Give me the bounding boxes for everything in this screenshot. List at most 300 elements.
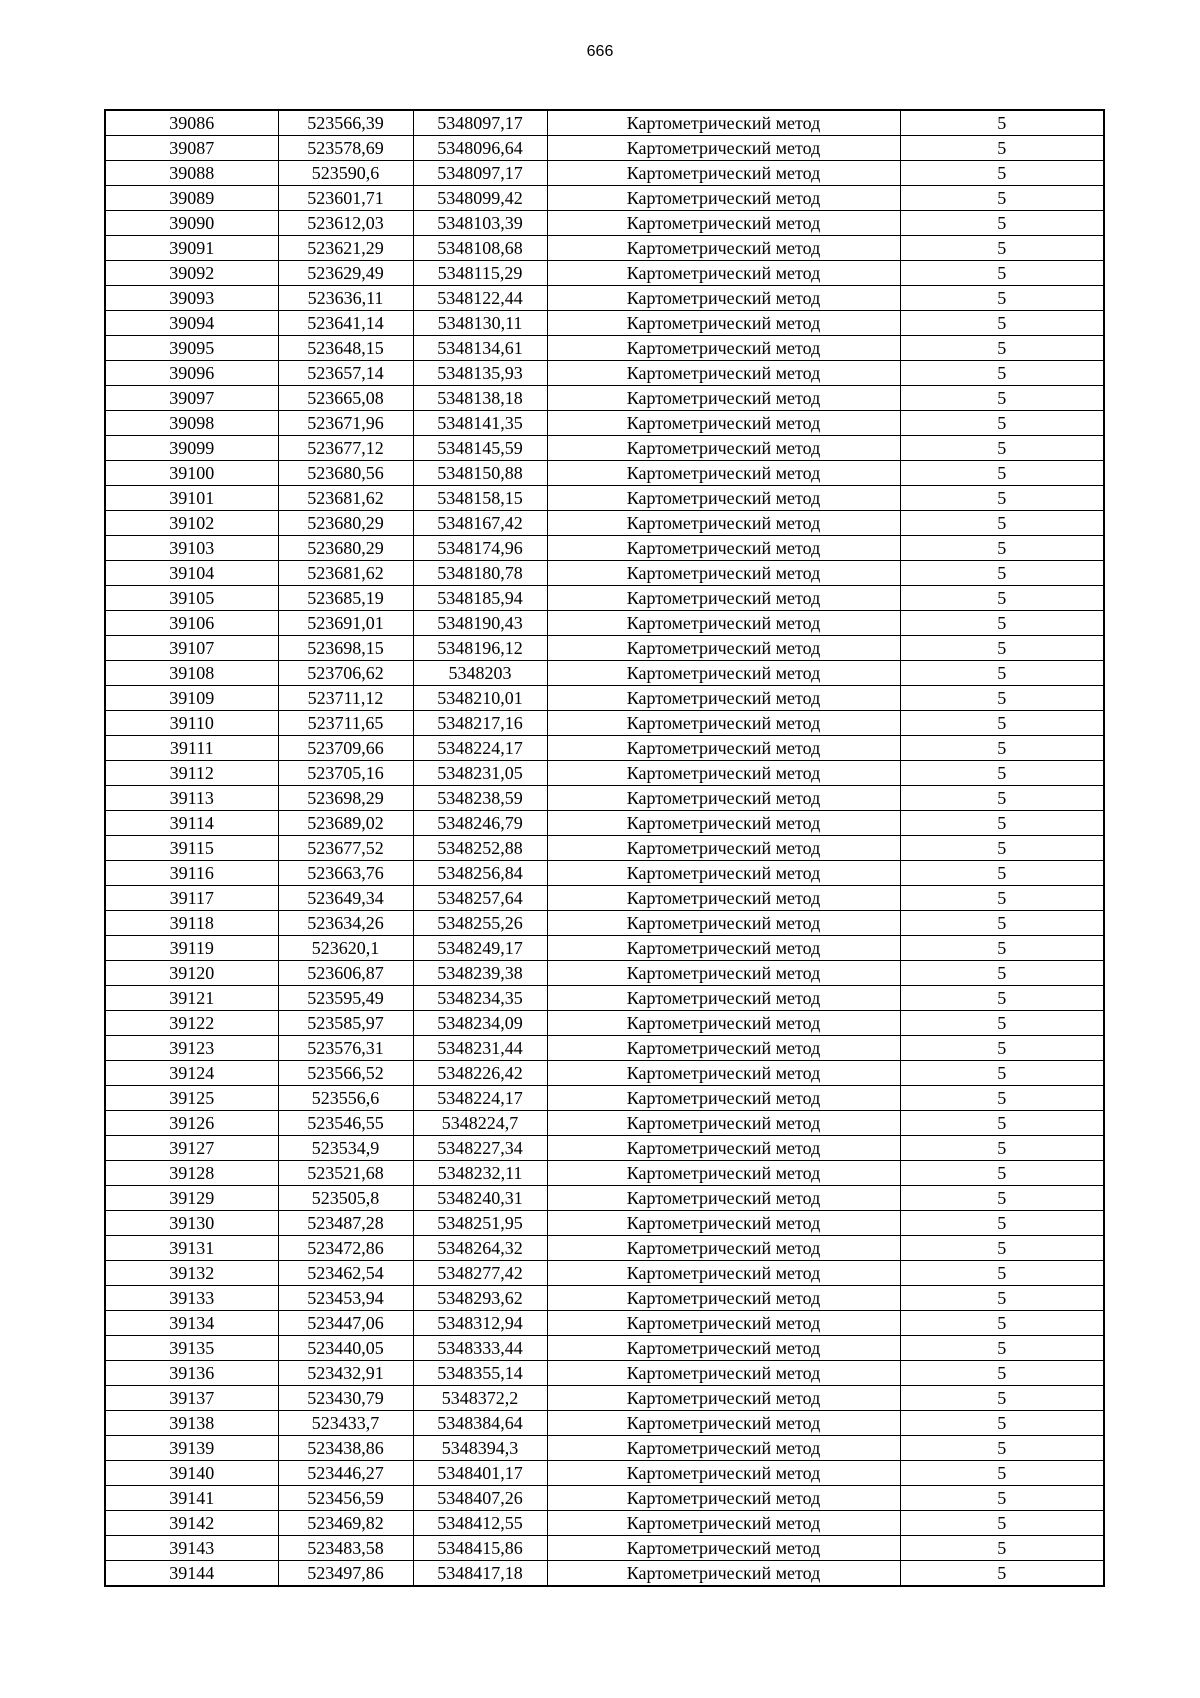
- x-coordinate-cell: 523629,49: [278, 261, 413, 286]
- accuracy-cell: 5: [900, 1486, 1104, 1511]
- method-cell: Картометрический метод: [547, 1036, 900, 1061]
- x-coordinate-cell: 523432,91: [278, 1361, 413, 1386]
- accuracy-cell: 5: [900, 1361, 1104, 1386]
- method-cell: Картометрический метод: [547, 1386, 900, 1411]
- y-coordinate-cell: 5348238,59: [413, 786, 547, 811]
- accuracy-cell: 5: [900, 836, 1104, 861]
- y-coordinate-cell: 5348115,29: [413, 261, 547, 286]
- accuracy-cell: 5: [900, 1236, 1104, 1261]
- method-cell: Картометрический метод: [547, 1536, 900, 1561]
- y-coordinate-cell: 5348249,17: [413, 936, 547, 961]
- accuracy-cell: 5: [900, 711, 1104, 736]
- y-coordinate-cell: 5348251,95: [413, 1211, 547, 1236]
- y-coordinate-cell: 5348145,59: [413, 436, 547, 461]
- point-number-cell: 39116: [105, 861, 278, 886]
- table-row: [105, 136, 1104, 161]
- accuracy-cell: 5: [900, 436, 1104, 461]
- x-coordinate-cell: 523534,9: [278, 1136, 413, 1161]
- x-coordinate-cell: 523680,29: [278, 536, 413, 561]
- y-coordinate-cell: 5348372,2: [413, 1386, 547, 1411]
- method-cell: Картометрический метод: [547, 811, 900, 836]
- y-coordinate-cell: 5348234,09: [413, 1011, 547, 1036]
- table-row: [105, 1161, 1104, 1186]
- point-number-cell: 39108: [105, 661, 278, 686]
- method-cell: Картометрический метод: [547, 186, 900, 211]
- accuracy-cell: 5: [900, 861, 1104, 886]
- point-number-cell: 39103: [105, 536, 278, 561]
- x-coordinate-cell: 523505,8: [278, 1186, 413, 1211]
- table-row: [105, 161, 1104, 186]
- method-cell: Картометрический метод: [547, 686, 900, 711]
- table-row: [105, 811, 1104, 836]
- method-cell: Картометрический метод: [547, 1436, 900, 1461]
- method-cell: Картометрический метод: [547, 1361, 900, 1386]
- method-cell: Картометрический метод: [547, 1286, 900, 1311]
- accuracy-cell: 5: [900, 486, 1104, 511]
- table-row: [105, 1561, 1104, 1587]
- x-coordinate-cell: 523521,68: [278, 1161, 413, 1186]
- method-cell: Картометрический метод: [547, 561, 900, 586]
- point-number-cell: 39138: [105, 1411, 278, 1436]
- y-coordinate-cell: 5348138,18: [413, 386, 547, 411]
- y-coordinate-cell: 5348097,17: [413, 161, 547, 186]
- y-coordinate-cell: 5348224,17: [413, 736, 547, 761]
- accuracy-cell: 5: [900, 661, 1104, 686]
- table-row: [105, 336, 1104, 361]
- x-coordinate-cell: 523634,26: [278, 911, 413, 936]
- point-number-cell: 39123: [105, 1036, 278, 1061]
- accuracy-cell: 5: [900, 336, 1104, 361]
- point-number-cell: 39125: [105, 1086, 278, 1111]
- method-cell: Картометрический метод: [547, 961, 900, 986]
- method-cell: Картометрический метод: [547, 1086, 900, 1111]
- accuracy-cell: 5: [900, 311, 1104, 336]
- accuracy-cell: 5: [900, 1336, 1104, 1361]
- accuracy-cell: 5: [900, 1086, 1104, 1111]
- y-coordinate-cell: 5348264,32: [413, 1236, 547, 1261]
- accuracy-cell: 5: [900, 461, 1104, 486]
- method-cell: Картометрический метод: [547, 1011, 900, 1036]
- y-coordinate-cell: 5348277,42: [413, 1261, 547, 1286]
- accuracy-cell: 5: [900, 511, 1104, 536]
- method-cell: Картометрический метод: [547, 736, 900, 761]
- accuracy-cell: 5: [900, 1311, 1104, 1336]
- table-row: [105, 261, 1104, 286]
- y-coordinate-cell: 5348355,14: [413, 1361, 547, 1386]
- method-cell: Картометрический метод: [547, 110, 900, 136]
- point-number-cell: 39109: [105, 686, 278, 711]
- y-coordinate-cell: 5348394,3: [413, 1436, 547, 1461]
- point-number-cell: 39106: [105, 611, 278, 636]
- accuracy-cell: 5: [900, 1386, 1104, 1411]
- table-row: [105, 1486, 1104, 1511]
- method-cell: Картометрический метод: [547, 836, 900, 861]
- method-cell: Картометрический метод: [547, 1336, 900, 1361]
- point-number-cell: 39141: [105, 1486, 278, 1511]
- x-coordinate-cell: 523636,11: [278, 286, 413, 311]
- accuracy-cell: 5: [900, 761, 1104, 786]
- point-number-cell: 39117: [105, 886, 278, 911]
- method-cell: Картометрический метод: [547, 1486, 900, 1511]
- accuracy-cell: 5: [900, 811, 1104, 836]
- y-coordinate-cell: 5348217,16: [413, 711, 547, 736]
- method-cell: Картометрический метод: [547, 1461, 900, 1486]
- y-coordinate-cell: 5348239,38: [413, 961, 547, 986]
- x-coordinate-cell: 523685,19: [278, 586, 413, 611]
- y-coordinate-cell: 5348384,64: [413, 1411, 547, 1436]
- point-number-cell: 39088: [105, 161, 278, 186]
- y-coordinate-cell: 5348333,44: [413, 1336, 547, 1361]
- x-coordinate-cell: 523438,86: [278, 1436, 413, 1461]
- y-coordinate-cell: 5348122,44: [413, 286, 547, 311]
- y-coordinate-cell: 5348417,18: [413, 1561, 547, 1587]
- x-coordinate-cell: 523456,59: [278, 1486, 413, 1511]
- method-cell: Картометрический метод: [547, 1111, 900, 1136]
- x-coordinate-cell: 523462,54: [278, 1261, 413, 1286]
- accuracy-cell: 5: [900, 386, 1104, 411]
- point-number-cell: 39143: [105, 1536, 278, 1561]
- method-cell: Картометрический метод: [547, 311, 900, 336]
- point-number-cell: 39107: [105, 636, 278, 661]
- coordinates-table-body: [105, 110, 1104, 1586]
- table-row: [105, 786, 1104, 811]
- table-row: [105, 1511, 1104, 1536]
- x-coordinate-cell: 523709,66: [278, 736, 413, 761]
- point-number-cell: 39105: [105, 586, 278, 611]
- point-number-cell: 39100: [105, 461, 278, 486]
- table-row: [105, 1111, 1104, 1136]
- accuracy-cell: 5: [900, 536, 1104, 561]
- table-row: [105, 486, 1104, 511]
- table-row: [105, 311, 1104, 336]
- y-coordinate-cell: 5348234,35: [413, 986, 547, 1011]
- method-cell: Картометрический метод: [547, 1411, 900, 1436]
- table-row: [105, 1261, 1104, 1286]
- method-cell: Картометрический метод: [547, 511, 900, 536]
- table-row: [105, 1036, 1104, 1061]
- accuracy-cell: 5: [900, 286, 1104, 311]
- method-cell: Картометрический метод: [547, 236, 900, 261]
- y-coordinate-cell: 5348252,88: [413, 836, 547, 861]
- accuracy-cell: 5: [900, 361, 1104, 386]
- y-coordinate-cell: 5348203: [413, 661, 547, 686]
- x-coordinate-cell: 523566,52: [278, 1061, 413, 1086]
- x-coordinate-cell: 523483,58: [278, 1536, 413, 1561]
- x-coordinate-cell: 523620,1: [278, 936, 413, 961]
- y-coordinate-cell: 5348150,88: [413, 461, 547, 486]
- point-number-cell: 39086: [105, 110, 278, 136]
- x-coordinate-cell: 523705,16: [278, 761, 413, 786]
- accuracy-cell: 5: [900, 1111, 1104, 1136]
- point-number-cell: 39131: [105, 1236, 278, 1261]
- x-coordinate-cell: 523585,97: [278, 1011, 413, 1036]
- y-coordinate-cell: 5348231,05: [413, 761, 547, 786]
- table-row: [105, 1136, 1104, 1161]
- method-cell: Картометрический метод: [547, 461, 900, 486]
- method-cell: Картометрический метод: [547, 661, 900, 686]
- accuracy-cell: 5: [900, 186, 1104, 211]
- x-coordinate-cell: 523469,82: [278, 1511, 413, 1536]
- accuracy-cell: 5: [900, 586, 1104, 611]
- y-coordinate-cell: 5348293,62: [413, 1286, 547, 1311]
- x-coordinate-cell: 523546,55: [278, 1111, 413, 1136]
- method-cell: Картометрический метод: [547, 761, 900, 786]
- table-row: [105, 511, 1104, 536]
- accuracy-cell: 5: [900, 1561, 1104, 1587]
- x-coordinate-cell: 523487,28: [278, 1211, 413, 1236]
- point-number-cell: 39110: [105, 711, 278, 736]
- point-number-cell: 39098: [105, 411, 278, 436]
- y-coordinate-cell: 5348257,64: [413, 886, 547, 911]
- method-cell: Картометрический метод: [547, 1261, 900, 1286]
- point-number-cell: 39142: [105, 1511, 278, 1536]
- accuracy-cell: 5: [900, 636, 1104, 661]
- table-row: [105, 711, 1104, 736]
- accuracy-cell: 5: [900, 211, 1104, 236]
- accuracy-cell: 5: [900, 1136, 1104, 1161]
- y-coordinate-cell: 5348185,94: [413, 586, 547, 611]
- point-number-cell: 39136: [105, 1361, 278, 1386]
- accuracy-cell: 5: [900, 1461, 1104, 1486]
- table-row: [105, 1411, 1104, 1436]
- point-number-cell: 39087: [105, 136, 278, 161]
- table-row: [105, 1236, 1104, 1261]
- table-row: [105, 1386, 1104, 1411]
- point-number-cell: 39119: [105, 936, 278, 961]
- accuracy-cell: 5: [900, 961, 1104, 986]
- y-coordinate-cell: 5348255,26: [413, 911, 547, 936]
- table-row: [105, 686, 1104, 711]
- point-number-cell: 39096: [105, 361, 278, 386]
- x-coordinate-cell: 523578,69: [278, 136, 413, 161]
- accuracy-cell: 5: [900, 911, 1104, 936]
- x-coordinate-cell: 523711,12: [278, 686, 413, 711]
- method-cell: Картометрический метод: [547, 386, 900, 411]
- x-coordinate-cell: 523681,62: [278, 486, 413, 511]
- x-coordinate-cell: 523665,08: [278, 386, 413, 411]
- table-row: [105, 211, 1104, 236]
- method-cell: Картометрический метод: [547, 486, 900, 511]
- y-coordinate-cell: 5348232,11: [413, 1161, 547, 1186]
- table-row: [105, 986, 1104, 1011]
- accuracy-cell: 5: [900, 1211, 1104, 1236]
- y-coordinate-cell: 5348407,26: [413, 1486, 547, 1511]
- accuracy-cell: 5: [900, 411, 1104, 436]
- point-number-cell: 39091: [105, 236, 278, 261]
- method-cell: Картометрический метод: [547, 1236, 900, 1261]
- x-coordinate-cell: 523566,39: [278, 110, 413, 136]
- table-row: [105, 636, 1104, 661]
- method-cell: Картометрический метод: [547, 361, 900, 386]
- x-coordinate-cell: 523606,87: [278, 961, 413, 986]
- table-row: [105, 911, 1104, 936]
- table-row: [105, 236, 1104, 261]
- x-coordinate-cell: 523680,29: [278, 511, 413, 536]
- method-cell: Картометрический метод: [547, 261, 900, 286]
- point-number-cell: 39129: [105, 1186, 278, 1211]
- table-row: [105, 1361, 1104, 1386]
- method-cell: Картометрический метод: [547, 1511, 900, 1536]
- method-cell: Картометрический метод: [547, 636, 900, 661]
- table-row: [105, 1086, 1104, 1111]
- accuracy-cell: 5: [900, 161, 1104, 186]
- method-cell: Картометрический метод: [547, 161, 900, 186]
- point-number-cell: 39137: [105, 1386, 278, 1411]
- point-number-cell: 39121: [105, 986, 278, 1011]
- y-coordinate-cell: 5348401,17: [413, 1461, 547, 1486]
- accuracy-cell: 5: [900, 136, 1104, 161]
- accuracy-cell: 5: [900, 936, 1104, 961]
- x-coordinate-cell: 523648,15: [278, 336, 413, 361]
- method-cell: Картометрический метод: [547, 611, 900, 636]
- x-coordinate-cell: 523497,86: [278, 1561, 413, 1587]
- method-cell: Картометрический метод: [547, 436, 900, 461]
- y-coordinate-cell: 5348099,42: [413, 186, 547, 211]
- x-coordinate-cell: 523677,12: [278, 436, 413, 461]
- page-number: 666: [586, 43, 614, 60]
- point-number-cell: 39126: [105, 1111, 278, 1136]
- y-coordinate-cell: 5348196,12: [413, 636, 547, 661]
- table-row: [105, 436, 1104, 461]
- method-cell: Картометрический метод: [547, 411, 900, 436]
- x-coordinate-cell: 523621,29: [278, 236, 413, 261]
- y-coordinate-cell: 5348246,79: [413, 811, 547, 836]
- x-coordinate-cell: 523595,49: [278, 986, 413, 1011]
- table-row: [105, 886, 1104, 911]
- method-cell: Картометрический метод: [547, 1136, 900, 1161]
- table-row: [105, 536, 1104, 561]
- y-coordinate-cell: 5348227,34: [413, 1136, 547, 1161]
- point-number-cell: 39130: [105, 1211, 278, 1236]
- method-cell: Картометрический метод: [547, 336, 900, 361]
- method-cell: Картометрический метод: [547, 936, 900, 961]
- table-row: [105, 1536, 1104, 1561]
- accuracy-cell: 5: [900, 1186, 1104, 1211]
- x-coordinate-cell: 523601,71: [278, 186, 413, 211]
- point-number-cell: 39095: [105, 336, 278, 361]
- accuracy-cell: 5: [900, 1411, 1104, 1436]
- y-coordinate-cell: 5348180,78: [413, 561, 547, 586]
- point-number-cell: 39093: [105, 286, 278, 311]
- table-row: [105, 386, 1104, 411]
- y-coordinate-cell: 5348312,94: [413, 1311, 547, 1336]
- y-coordinate-cell: 5348096,64: [413, 136, 547, 161]
- point-number-cell: 39144: [105, 1561, 278, 1587]
- x-coordinate-cell: 523447,06: [278, 1311, 413, 1336]
- y-coordinate-cell: 5348167,42: [413, 511, 547, 536]
- y-coordinate-cell: 5348135,93: [413, 361, 547, 386]
- table-row: [105, 561, 1104, 586]
- x-coordinate-cell: 523663,76: [278, 861, 413, 886]
- point-number-cell: 39140: [105, 1461, 278, 1486]
- x-coordinate-cell: 523433,7: [278, 1411, 413, 1436]
- point-number-cell: 39101: [105, 486, 278, 511]
- y-coordinate-cell: 5348415,86: [413, 1536, 547, 1561]
- accuracy-cell: 5: [900, 886, 1104, 911]
- method-cell: Картометрический метод: [547, 536, 900, 561]
- y-coordinate-cell: 5348134,61: [413, 336, 547, 361]
- x-coordinate-cell: 523472,86: [278, 1236, 413, 1261]
- accuracy-cell: 5: [900, 736, 1104, 761]
- x-coordinate-cell: 523689,02: [278, 811, 413, 836]
- y-coordinate-cell: 5348224,7: [413, 1111, 547, 1136]
- point-number-cell: 39094: [105, 311, 278, 336]
- y-coordinate-cell: 5348174,96: [413, 536, 547, 561]
- point-number-cell: 39134: [105, 1311, 278, 1336]
- point-number-cell: 39092: [105, 261, 278, 286]
- y-coordinate-cell: 5348158,15: [413, 486, 547, 511]
- method-cell: Картометрический метод: [547, 861, 900, 886]
- x-coordinate-cell: 523590,6: [278, 161, 413, 186]
- y-coordinate-cell: 5348240,31: [413, 1186, 547, 1211]
- x-coordinate-cell: 523430,79: [278, 1386, 413, 1411]
- x-coordinate-cell: 523698,15: [278, 636, 413, 661]
- point-number-cell: 39099: [105, 436, 278, 461]
- point-number-cell: 39112: [105, 761, 278, 786]
- point-number-cell: 39133: [105, 1286, 278, 1311]
- method-cell: Картометрический метод: [547, 786, 900, 811]
- method-cell: Картометрический метод: [547, 1211, 900, 1236]
- point-number-cell: 39104: [105, 561, 278, 586]
- method-cell: Картометрический метод: [547, 1186, 900, 1211]
- accuracy-cell: 5: [900, 611, 1104, 636]
- table-row: [105, 461, 1104, 486]
- point-number-cell: 39111: [105, 736, 278, 761]
- point-number-cell: 39118: [105, 911, 278, 936]
- table-row: [105, 861, 1104, 886]
- table-row: [105, 1061, 1104, 1086]
- x-coordinate-cell: 523691,01: [278, 611, 413, 636]
- accuracy-cell: 5: [900, 1511, 1104, 1536]
- method-cell: Картометрический метод: [547, 711, 900, 736]
- point-number-cell: 39115: [105, 836, 278, 861]
- y-coordinate-cell: 5348190,43: [413, 611, 547, 636]
- x-coordinate-cell: 523612,03: [278, 211, 413, 236]
- table-row: [105, 411, 1104, 436]
- table-row: [105, 1436, 1104, 1461]
- accuracy-cell: 5: [900, 1161, 1104, 1186]
- x-coordinate-cell: 523706,62: [278, 661, 413, 686]
- y-coordinate-cell: 5348097,17: [413, 110, 547, 136]
- accuracy-cell: 5: [900, 686, 1104, 711]
- table-row: [105, 836, 1104, 861]
- point-number-cell: 39090: [105, 211, 278, 236]
- accuracy-cell: 5: [900, 1011, 1104, 1036]
- table-row: [105, 1311, 1104, 1336]
- accuracy-cell: 5: [900, 1286, 1104, 1311]
- table-row: [105, 586, 1104, 611]
- x-coordinate-cell: 523453,94: [278, 1286, 413, 1311]
- point-number-cell: 39113: [105, 786, 278, 811]
- table-row: [105, 286, 1104, 311]
- method-cell: Картометрический метод: [547, 586, 900, 611]
- y-coordinate-cell: 5348108,68: [413, 236, 547, 261]
- point-number-cell: 39089: [105, 186, 278, 211]
- table-row: [105, 1336, 1104, 1361]
- table-row: [105, 186, 1104, 211]
- x-coordinate-cell: 523671,96: [278, 411, 413, 436]
- table-row: [105, 936, 1104, 961]
- accuracy-cell: 5: [900, 786, 1104, 811]
- table-row: [105, 661, 1104, 686]
- accuracy-cell: 5: [900, 1436, 1104, 1461]
- y-coordinate-cell: 5348226,42: [413, 1061, 547, 1086]
- accuracy-cell: 5: [900, 110, 1104, 136]
- x-coordinate-cell: 523440,05: [278, 1336, 413, 1361]
- accuracy-cell: 5: [900, 261, 1104, 286]
- table-row: [105, 110, 1104, 136]
- point-number-cell: 39124: [105, 1061, 278, 1086]
